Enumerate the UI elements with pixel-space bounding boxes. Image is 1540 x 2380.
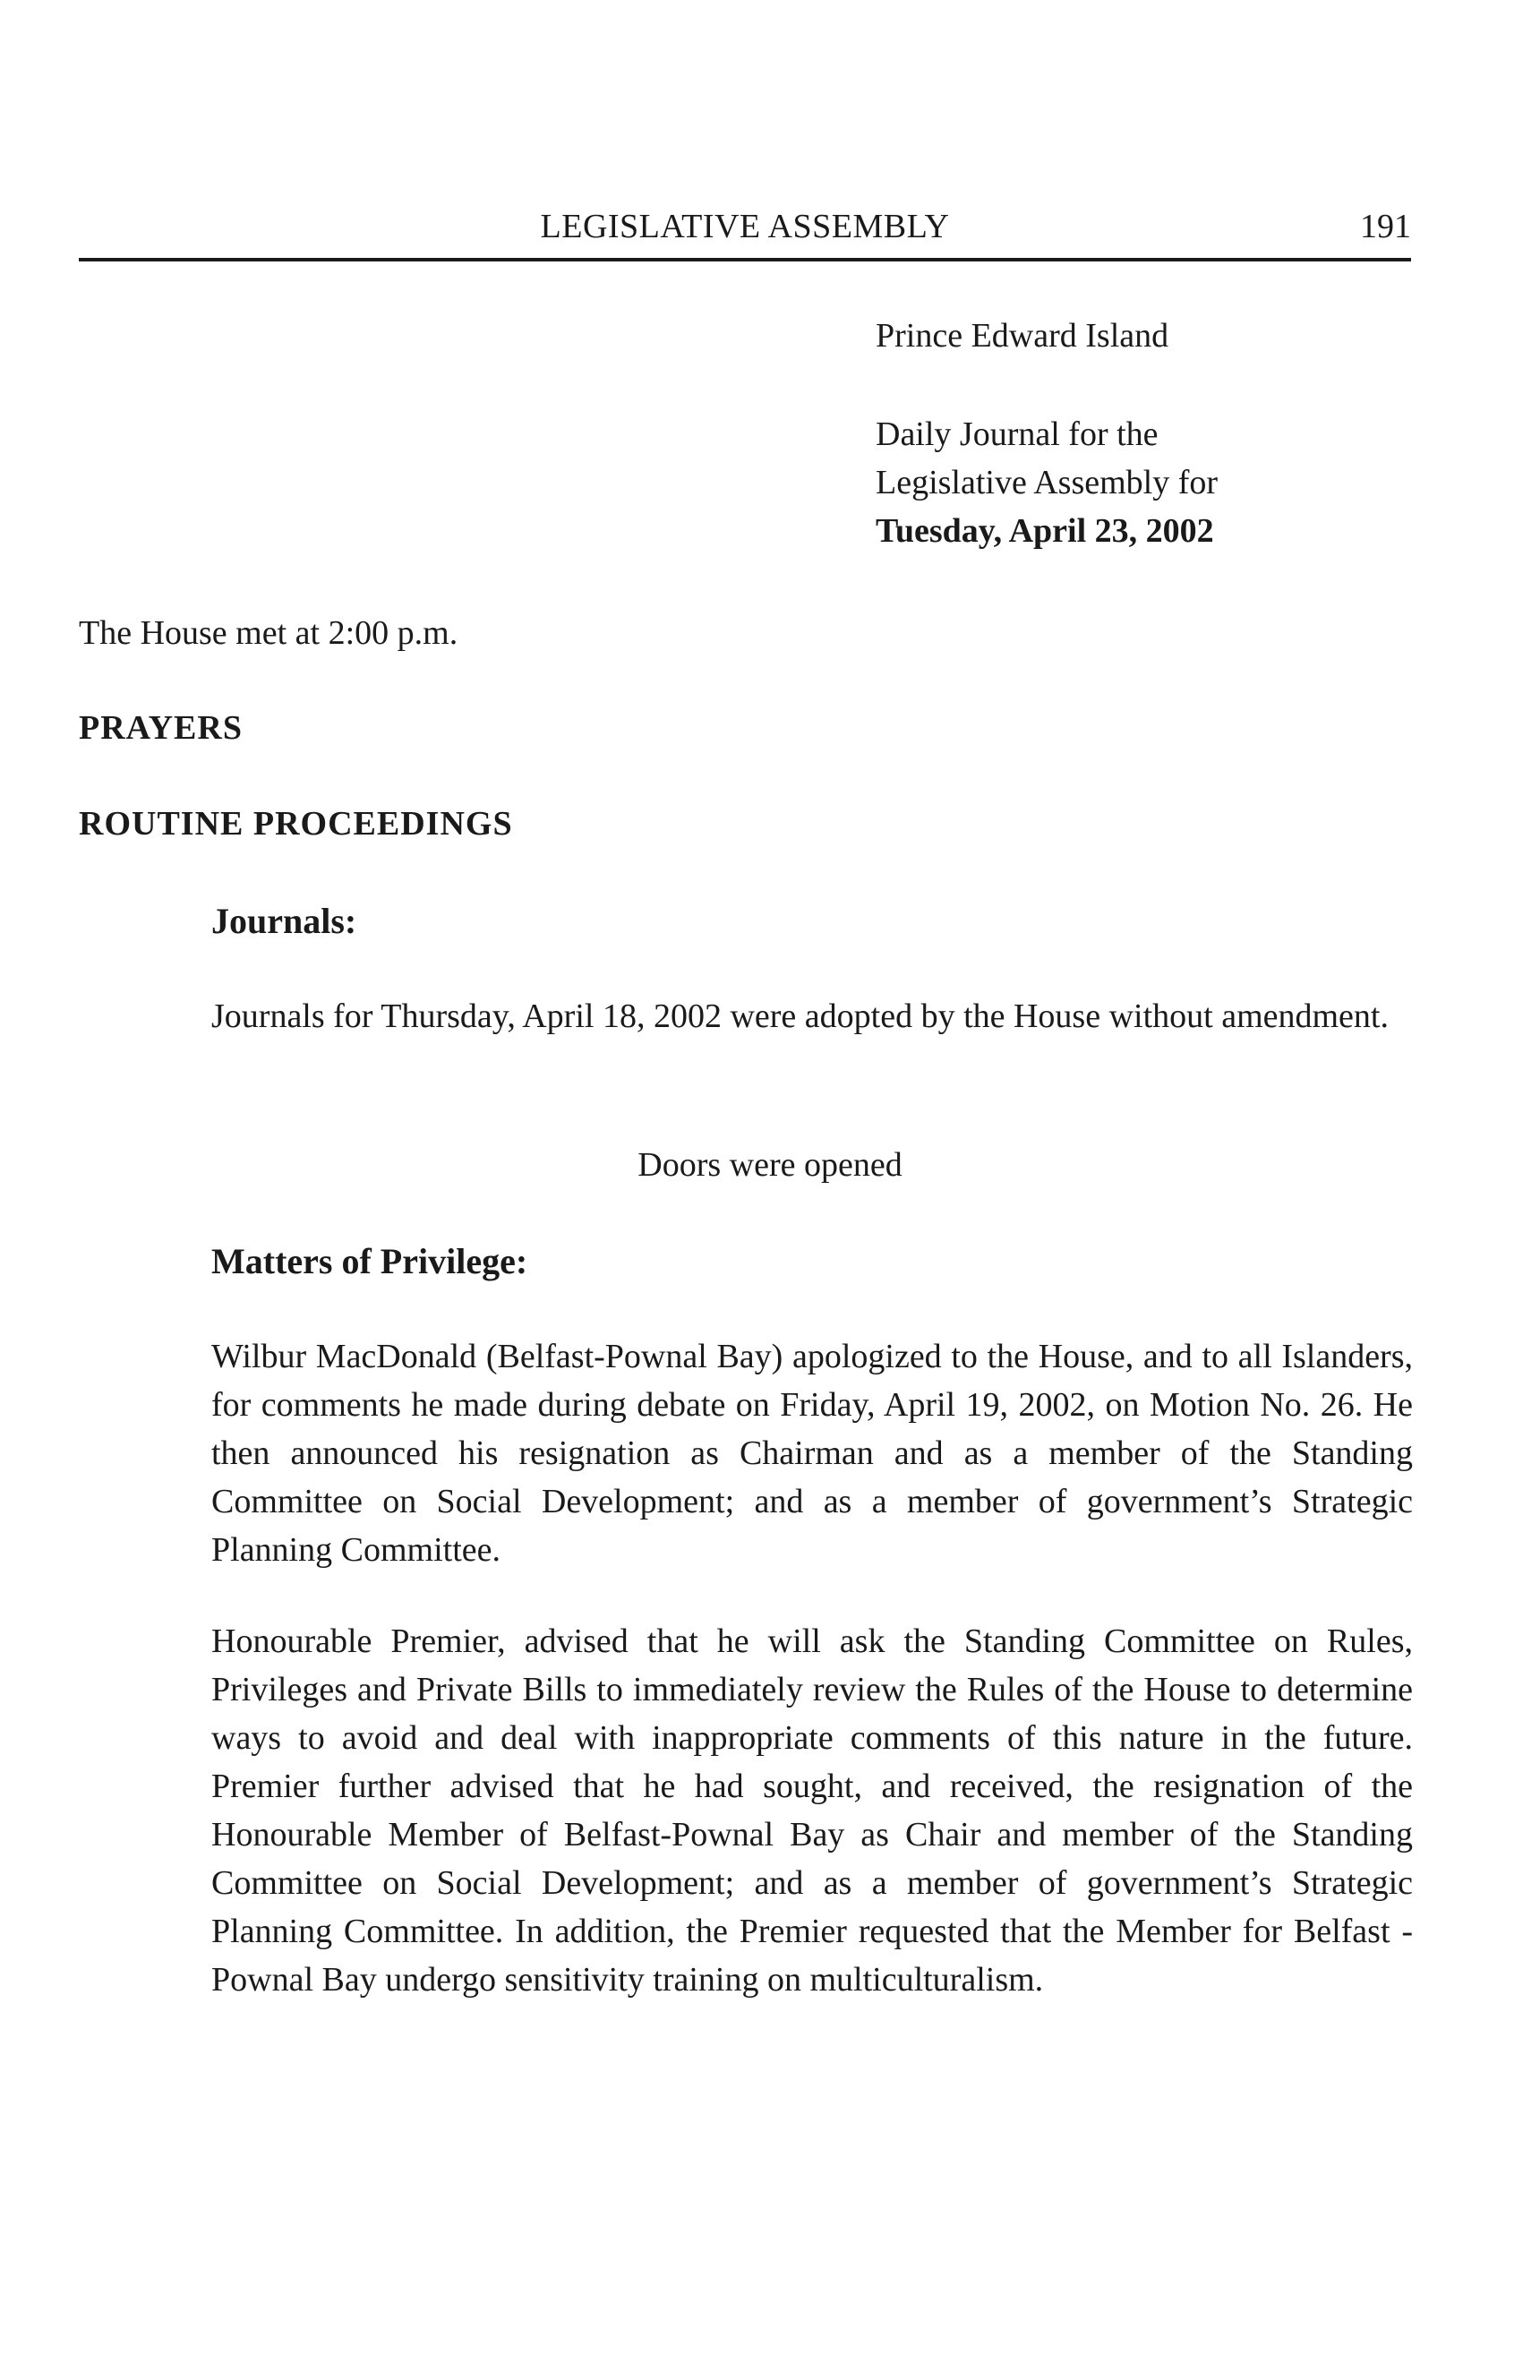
province-name: Prince Edward Island <box>876 317 1169 355</box>
journal-header-block <box>876 312 1431 555</box>
page-number: 191 <box>1360 208 1411 245</box>
matters-of-privilege-heading: Matters of Privilege: <box>211 1241 528 1281</box>
journal-title-line-1: Daily Journal for the <box>876 415 1159 453</box>
prayers-heading: PRAYERS <box>79 709 243 747</box>
privilege-paragraph-apology: Wilbur MacDonald (Belfast-Pownal Bay) apologized to the House, and to all Islanders, for comments he made during debate on Friday, April 19, 2002, on Motion No. 26. He then announced his resignation as Chairman and as a member of the Standing Committee on Social Development; and as a member of government’s Strategic Planning Committee. <box>211 1338 1413 1569</box>
routine-proceedings-heading: ROUTINE PROCEEDINGS <box>79 805 513 843</box>
doors-opened-text: Doors were opened <box>637 1146 903 1184</box>
journals-heading: Journals: <box>211 901 357 941</box>
privilege-paragraph-premier: Honourable Premier, advised that he will ask the Standing Committee on Rules, Privileges and Private Bills to immediately review the Rules of the House to determine ways to avoid and deal with inappropriate comments of this nature in the future. Premier further advised that he had sought, and received, the resignation of the Honourable Member of Belfast-Pownal Bay as Chair and member of the Standing Committee on Social Development; and as a member of government’s Strategic Planning Committee. In addition, the Premier requested that the Member for Belfast - Pownal Bay undergo sensitivity training on multiculturalism. <box>211 1622 1413 1999</box>
journals-paragraph: Journals for Thursday, April 18, 2002 were adopted by the House without amendment. <box>211 997 1389 1035</box>
house-met-text: The House met at 2:00 p.m. <box>79 614 458 652</box>
journal-title-line-2: Legislative Assembly for <box>876 464 1219 501</box>
journal-date: Tuesday, April 23, 2002 <box>876 512 1214 550</box>
running-title: LEGISLATIVE ASSEMBLY <box>540 208 950 245</box>
running-header <box>79 204 1411 261</box>
